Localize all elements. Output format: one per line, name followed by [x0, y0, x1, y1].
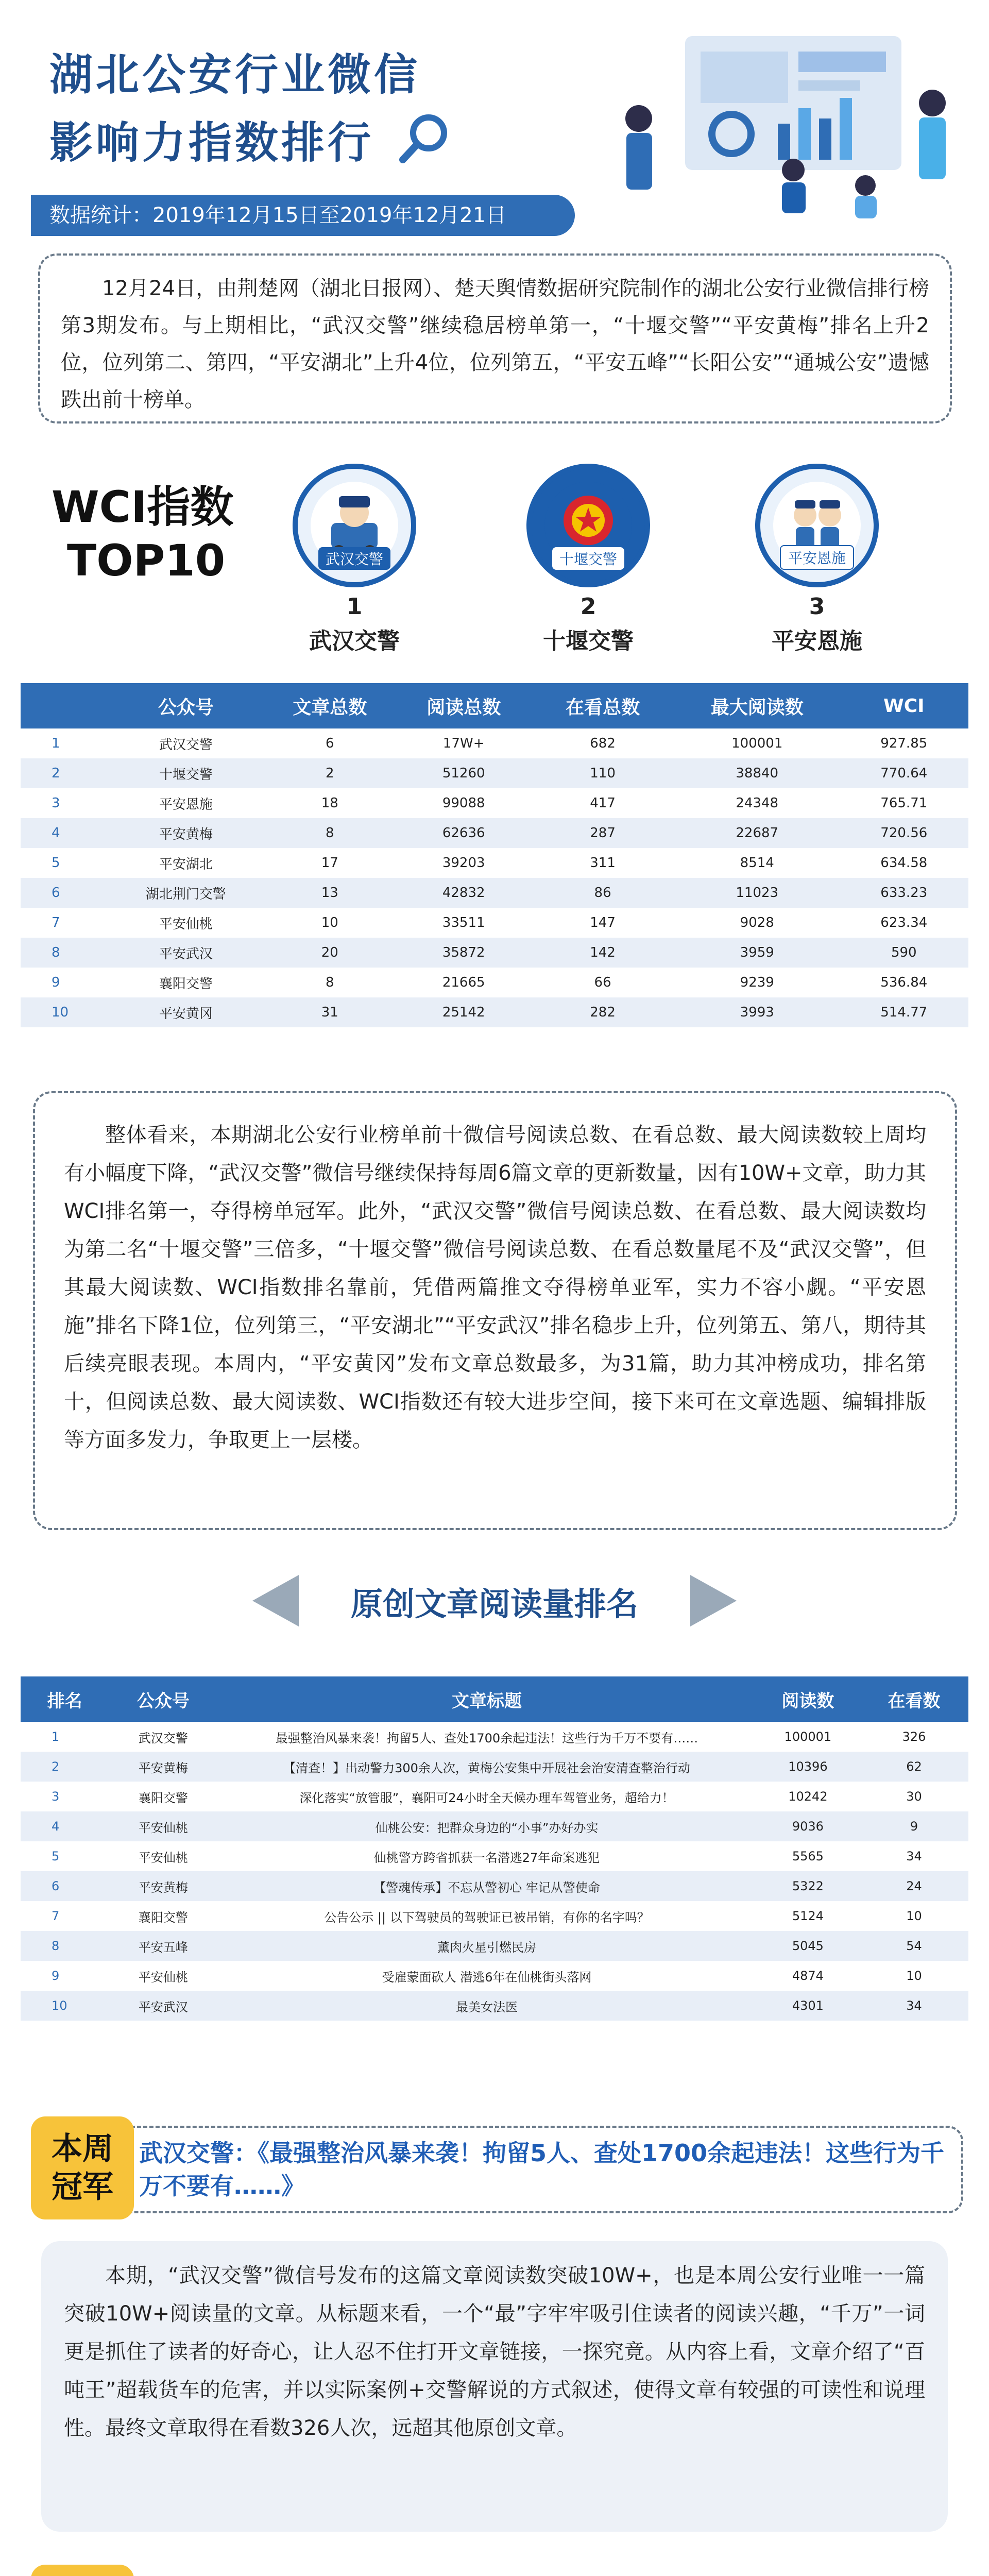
wci-table: [21, 683, 968, 1027]
cell-title: 受雇蒙面砍人 潜逃6年在仙桃街头落网: [217, 1961, 756, 1991]
cell-articles: 8: [263, 968, 397, 997]
cell-likes: 54: [860, 1931, 968, 1961]
cell-title: 【清查！】出动警力300余人次，黄梅公安集中开展社会治安清查整治行动: [217, 1752, 756, 1782]
cell-account: 平安恩施: [109, 788, 263, 818]
cell-likes: 66: [531, 968, 675, 997]
table-row: [21, 1901, 968, 1931]
table-row: [21, 1752, 968, 1782]
table-row: [21, 908, 968, 938]
cell-rank: 6: [21, 878, 109, 908]
cell-articles: 10: [263, 908, 397, 938]
cell-max-reads: 8514: [675, 848, 840, 878]
page-title-line2: 影响力指数排行: [49, 117, 374, 168]
intro-text: 12月24日，由荆楚网（湖北日报网）、楚天舆情数据研究院制作的湖北公安行业微信排行榜第3期发布。与上期相比，“武汉交警”继续稳居榜单第一，“十堰交警”“平安黄梅”排名上升2位，位列第二、第四，“平安湖北”上升4位，位列第五，“平安五峰”“长阳公安”“通城公安”遗憾跌出前十榜单。: [38, 253, 952, 423]
wci-col-max-reads: 最大阅读数: [675, 683, 840, 728]
cell-rank: 7: [21, 1901, 109, 1931]
top3-badge: [755, 464, 879, 587]
cell-title: 【警魂传承】不忘从警初心 牢记从警使命: [217, 1871, 756, 1901]
cell-wci: 514.77: [840, 997, 968, 1027]
top2-rank: 2: [580, 594, 596, 620]
cell-title: 薰肉火星引燃民房: [217, 1931, 756, 1961]
cell-articles: 2: [263, 758, 397, 788]
page-title-line1: 湖北公安行业微信: [49, 49, 421, 100]
cell-max-reads: 24348: [675, 788, 840, 818]
cell-likes: 147: [531, 908, 675, 938]
cell-likes: 142: [531, 938, 675, 968]
top2-name: 十堰交警: [543, 628, 634, 654]
cell-reads: 5045: [756, 1931, 860, 1961]
cell-rank: 1: [21, 1722, 109, 1752]
cell-account: 襄阳交警: [109, 1782, 217, 1811]
cell-reads: 99088: [397, 788, 531, 818]
wci-table-header: [21, 683, 968, 728]
cell-account: 平安黄梅: [109, 1871, 217, 1901]
cell-rank: 3: [21, 1782, 109, 1811]
cell-reads: 33511: [397, 908, 531, 938]
cell-articles: 17: [263, 848, 397, 878]
cell-likes: 10: [860, 1961, 968, 1991]
wci-col-articles: 文章总数: [263, 683, 397, 728]
cell-likes: 30: [860, 1782, 968, 1811]
cell-rank: 8: [21, 938, 109, 968]
cell-wci: 536.84: [840, 968, 968, 997]
table-row: [21, 1961, 968, 1991]
cell-reads: 5565: [756, 1841, 860, 1871]
orig-col-likes: 在看数: [860, 1676, 968, 1722]
analysis-text: 整体看来，本期湖北公安行业榜单前十微信号阅读总数、在看总数、最大阅读数较上周均有小幅度下降，“武汉交警”微信号继续保持每周6篇文章的更新数量，因有10W+文章，助力其WCI排名第一，夺得榜单冠军。此外，“武汉交警”微信号阅读总数、在看总数、最大阅读数均为第二名“十堰交警”三倍多，“十堰交警”微信号阅读总数、在看总数量尾不及“武汉交警”，但其最大阅读数、WCI指数排名靠前，凭借两篇推文夺得榜单亚军，实力不容小觑。“平安恩施”排名下降1位，位列第三，“平安湖北”“平安武汉”排名稳步上升，位列第五、第八，期待其后续亮眼表现。本周内，“平安黄冈”发布文章总数最多，为31篇，助力其冲榜成功，排名第十，但阅读总数、最大阅读数、WCI指数还有较大进步空间，接下来可在文章选题、编辑排版等方面多发力，争取更上一层楼。: [33, 1091, 957, 1530]
cell-account: 平安黄梅: [109, 1752, 217, 1782]
wci-col-account: 公众号: [109, 683, 263, 728]
cell-rank: 10: [21, 1991, 109, 2021]
cell-title: 仙桃公安：把群众身边的“小事”办好办实: [217, 1811, 756, 1841]
cell-reads: 21665: [397, 968, 531, 997]
wci-col-likes: 在看总数: [531, 683, 675, 728]
cell-reads: 4874: [756, 1961, 860, 1991]
cell-reads: 100001: [756, 1722, 860, 1752]
cell-account: 武汉交警: [109, 1722, 217, 1752]
cell-reads: 10242: [756, 1782, 860, 1811]
top2-badge: [526, 464, 650, 587]
cell-articles: 20: [263, 938, 397, 968]
table-row: [21, 878, 968, 908]
table-row: [21, 1722, 968, 1752]
cell-max-reads: 22687: [675, 818, 840, 848]
cell-articles: 8: [263, 818, 397, 848]
wci-title-line2: TOP10: [67, 535, 226, 586]
original-table-header: [21, 1676, 968, 1722]
cell-likes: 311: [531, 848, 675, 878]
cell-max-reads: 100001: [675, 728, 840, 758]
cell-max-reads: 9028: [675, 908, 840, 938]
cell-rank: 3: [21, 788, 109, 818]
original-table: [21, 1676, 968, 2021]
cell-likes: 682: [531, 728, 675, 758]
top3-rank: 3: [809, 594, 825, 620]
cell-wci: 770.64: [840, 758, 968, 788]
cell-rank: 9: [21, 968, 109, 997]
cell-wci: 634.58: [840, 848, 968, 878]
cell-account: 平安仙桃: [109, 908, 263, 938]
arrow-right-icon: [685, 1572, 742, 1631]
cell-rank: 4: [21, 1811, 109, 1841]
wci-col-reads: 阅读总数: [397, 683, 531, 728]
cell-reads: 10396: [756, 1752, 860, 1782]
cell-account: 平安武汉: [109, 1991, 217, 2021]
recommend-tag: [31, 2565, 134, 2576]
cell-rank: 2: [21, 1752, 109, 1782]
cell-account: 平安仙桃: [109, 1841, 217, 1871]
orig-col-account: 公众号: [109, 1676, 217, 1722]
cell-max-reads: 11023: [675, 878, 840, 908]
orig-col-rank: 排名: [21, 1676, 109, 1722]
cell-articles: 31: [263, 997, 397, 1027]
table-row: [21, 788, 968, 818]
cell-rank: 7: [21, 908, 109, 938]
cell-reads: 25142: [397, 997, 531, 1027]
table-row: [21, 938, 968, 968]
cell-articles: 18: [263, 788, 397, 818]
cell-likes: 24: [860, 1871, 968, 1901]
cell-account: 平安黄梅: [109, 818, 263, 848]
table-row: [21, 758, 968, 788]
top2-badge-label: 十堰交警: [552, 547, 624, 570]
champion-body: 本期，“武汉交警”微信号发布的这篇文章阅读数突破10W+，也是本周公安行业唯一一篇突破10W+阅读量的文章。从标题来看，一个“最”字牢牢吸引住读者的阅读兴趣，“千万”一词更是抓住了读者的好奇心，让人忍不住打开文章链接，一探究竟。从内容上看，文章介绍了“百吨王”超载货车的危害，并以实际案例+交警解说的方式叙述，使得文章有较强的可读性和说理性。最终文章取得在看数326人次，远超其他原创文章。: [41, 2241, 948, 2532]
cell-reads: 9036: [756, 1811, 860, 1841]
table-row: [21, 1811, 968, 1841]
wci-title-line1: WCI指数: [52, 482, 234, 532]
top3-badge-label: 平安恩施: [780, 545, 854, 570]
cell-reads: 62636: [397, 818, 531, 848]
champion-tag-text: 本周冠军: [52, 2131, 113, 2205]
cell-wci: 633.23: [840, 878, 968, 908]
cell-max-reads: 3993: [675, 997, 840, 1027]
table-row: [21, 968, 968, 997]
cell-reads: 4301: [756, 1991, 860, 2021]
top1-badge: [293, 464, 416, 587]
top1-name: 武汉交警: [309, 628, 400, 654]
cell-title: 最美女法医: [217, 1991, 756, 2021]
table-row: [21, 728, 968, 758]
original-section-title: 原创文章阅读量排名: [350, 1585, 638, 1623]
cell-account: 平安武汉: [109, 938, 263, 968]
cell-reads: 17W+: [397, 728, 531, 758]
cell-account: 湖北荆门交警: [109, 878, 263, 908]
orig-col-reads: 阅读数: [756, 1676, 860, 1722]
cell-likes: 110: [531, 758, 675, 788]
cell-articles: 13: [263, 878, 397, 908]
cell-reads: 5124: [756, 1901, 860, 1931]
cell-rank: 8: [21, 1931, 109, 1961]
cell-reads: 5322: [756, 1871, 860, 1901]
table-row: [21, 1991, 968, 2021]
top1-badge-label: 武汉交警: [318, 547, 390, 570]
table-row: [21, 848, 968, 878]
cell-title: 公告公示 || 以下驾驶员的驾驶证已被吊销，有你的名字吗？: [217, 1901, 756, 1931]
table-row: [21, 1931, 968, 1961]
cell-rank: 6: [21, 1871, 109, 1901]
cell-rank: 5: [21, 848, 109, 878]
cell-wci: 927.85: [840, 728, 968, 758]
cell-rank: 5: [21, 1841, 109, 1871]
cell-rank: 9: [21, 1961, 109, 1991]
cell-reads: 35872: [397, 938, 531, 968]
table-row: [21, 1871, 968, 1901]
cell-rank: 2: [21, 758, 109, 788]
cell-reads: 39203: [397, 848, 531, 878]
cell-max-reads: 3959: [675, 938, 840, 968]
cell-wci: 590: [840, 938, 968, 968]
cell-wci: 720.56: [840, 818, 968, 848]
cell-account: 平安仙桃: [109, 1961, 217, 1991]
cell-likes: 9: [860, 1811, 968, 1841]
cell-likes: 34: [860, 1991, 968, 2021]
table-row: [21, 997, 968, 1027]
cell-account: 平安湖北: [109, 848, 263, 878]
cell-likes: 417: [531, 788, 675, 818]
cell-title: 仙桃警方跨省抓获一名潜逃27年命案逃犯: [217, 1841, 756, 1871]
search-icon: [397, 109, 453, 168]
cell-account: 襄阳交警: [109, 1901, 217, 1931]
cell-rank: 4: [21, 818, 109, 848]
cell-reads: 42832: [397, 878, 531, 908]
cell-account: 十堰交警: [109, 758, 263, 788]
table-row: [21, 818, 968, 848]
orig-col-title: 文章标题: [217, 1676, 756, 1722]
cell-title: 最强整治风暴来袭！拘留5人、查处1700余起违法！这些行为千万不要有……: [217, 1722, 756, 1752]
cell-likes: 86: [531, 878, 675, 908]
header-illustration: [577, 15, 979, 222]
cell-account: 平安五峰: [109, 1931, 217, 1961]
cell-wci: 765.71: [840, 788, 968, 818]
top3-name: 平安恩施: [772, 628, 862, 654]
cell-account: 襄阳交警: [109, 968, 263, 997]
table-row: [21, 1841, 968, 1871]
cell-likes: 282: [531, 997, 675, 1027]
top1-rank: 1: [346, 594, 363, 620]
champion-tag: [31, 2116, 134, 2219]
cell-likes: 10: [860, 1901, 968, 1931]
cell-likes: 287: [531, 818, 675, 848]
champion-headline: 武汉交警：《最强整治风暴来袭！拘留5人、查处1700余起违法！这些行为千万不要有……》: [118, 2126, 963, 2213]
cell-account: 武汉交警: [109, 728, 263, 758]
cell-rank: 1: [21, 728, 109, 758]
cell-articles: 6: [263, 728, 397, 758]
cell-likes: 62: [860, 1752, 968, 1782]
cell-reads: 51260: [397, 758, 531, 788]
table-row: [21, 1782, 968, 1811]
cell-account: 平安黄冈: [109, 997, 263, 1027]
cell-likes: 326: [860, 1722, 968, 1752]
wci-col-rank: [21, 683, 109, 728]
stat-period-bar: 数据统计：2019年12月15日至2019年12月21日: [31, 195, 575, 236]
cell-max-reads: 9239: [675, 968, 840, 997]
cell-account: 平安仙桃: [109, 1811, 217, 1841]
cell-wci: 623.34: [840, 908, 968, 938]
cell-title: 深化落实“放管服”，襄阳可24小时全天候办理车驾管业务，超给力！: [217, 1782, 756, 1811]
cell-likes: 34: [860, 1841, 968, 1871]
cell-max-reads: 38840: [675, 758, 840, 788]
wci-col-wci: WCI: [840, 683, 968, 728]
cell-rank: 10: [21, 997, 109, 1027]
